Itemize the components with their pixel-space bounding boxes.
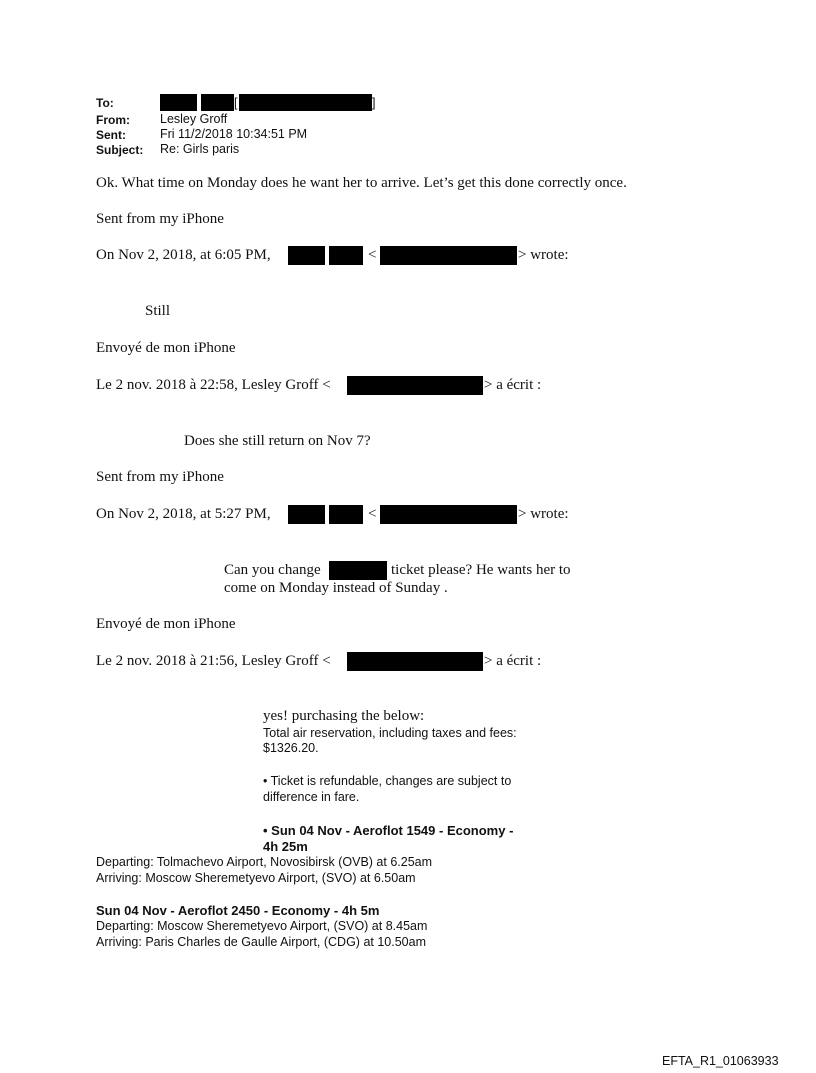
flight-2-departing: Departing: Moscow Sheremetyevo Airport, (SVO) at 8.45am — [96, 919, 428, 933]
sent-label: Sent: — [96, 128, 126, 142]
change-request-text: ticket please? He wants her to — [391, 562, 571, 578]
quote-attribution-fr: Le 2 nov. 2018 à 21:56, Lesley Groff < — [96, 653, 331, 669]
redaction-box — [160, 94, 197, 111]
flight-2-title: Sun 04 Nov - Aeroflot 2450 - Economy - 4h 5m — [96, 903, 380, 918]
flight-1-title: • Sun 04 Nov - Aeroflot 1549 - Economy - — [263, 823, 514, 838]
envoye-iphone: Envoyé de mon iPhone — [96, 340, 236, 356]
from-value: Lesley Groff — [160, 112, 228, 126]
redaction-box — [288, 246, 325, 265]
quote-ecrit: > a écrit : — [484, 377, 542, 393]
quote-wrote: > wrote: — [518, 247, 569, 263]
booking-total-amount: $1326.20. — [263, 741, 319, 755]
sent-from-iphone: Sent from my iPhone — [96, 469, 224, 485]
redaction-box — [347, 376, 483, 395]
refund-note: difference in fare. — [263, 790, 360, 804]
refund-note: • Ticket is refundable, changes are subject to — [263, 774, 512, 788]
flight-2-arriving: Arriving: Paris Charles de Gaulle Airport, (CDG) at 10.50am — [96, 935, 426, 949]
quote-ecrit: > a écrit : — [484, 653, 542, 669]
subject-label: Subject: — [96, 143, 144, 157]
from-label: From: — [96, 113, 130, 127]
sent-from-iphone: Sent from my iPhone — [96, 211, 224, 227]
to-close-bracket: ] — [372, 96, 376, 110]
flight-1-arriving: Arriving: Moscow Sheremetyevo Airport, (SVO) at 6.50am — [96, 871, 416, 885]
envoye-iphone: Envoyé de mon iPhone — [96, 616, 236, 632]
flight-1-departing: Departing: Tolmachevo Airport, Novosibirsk (OVB) at 6.25am — [96, 855, 433, 869]
sent-value: Fri 11/2/2018 10:34:51 PM — [160, 127, 308, 141]
quote-attribution-fr: Le 2 nov. 2018 à 22:58, Lesley Groff < — [96, 377, 331, 393]
redaction-box — [347, 652, 483, 671]
redaction-box — [329, 561, 387, 580]
change-request-text: Can you change — [224, 562, 321, 578]
redaction-box — [288, 505, 325, 524]
return-question: Does she still return on Nov 7? — [184, 433, 371, 449]
subject-value: Re: Girls paris — [160, 142, 240, 156]
redaction-box — [329, 246, 363, 265]
booking-total-label: Total air reservation, including taxes and fees: — [263, 726, 517, 740]
to-open-bracket: [ — [234, 96, 238, 110]
change-request-text: come on Monday instead of Sunday . — [224, 580, 448, 596]
quote-attribution: On Nov 2, 2018, at 6:05 PM, — [96, 247, 271, 263]
redaction-box — [239, 94, 372, 111]
quote-wrote: > wrote: — [518, 506, 569, 522]
to-label: To: — [96, 96, 114, 110]
redaction-box — [380, 246, 517, 265]
quote-lt: < — [368, 247, 377, 263]
flight-1-duration: 4h 25m — [263, 839, 308, 854]
redaction-box — [329, 505, 363, 524]
document-id: EFTA_R1_01063933 — [662, 1054, 779, 1068]
redaction-box — [201, 94, 234, 111]
reply-main-text: Ok. What time on Monday does he want her to arrive. Let’s get this done correctly once. — [96, 175, 627, 191]
quote-lt: < — [368, 506, 377, 522]
redaction-box — [380, 505, 517, 524]
still-text: Still — [145, 303, 171, 319]
quote-attribution: On Nov 2, 2018, at 5:27 PM, — [96, 506, 271, 522]
booking-intro: yes! purchasing the below: — [263, 708, 425, 724]
